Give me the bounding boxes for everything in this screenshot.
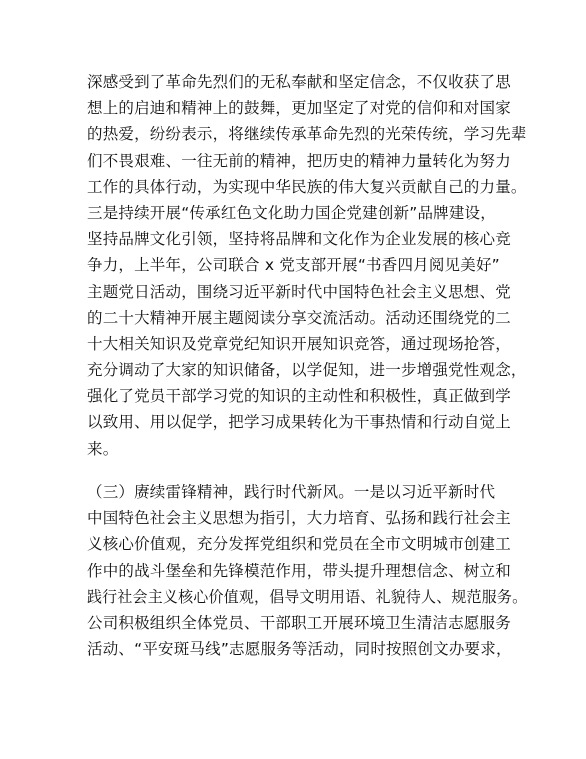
text-line: 深感受到了革命先烈们的无私奉献和坚定信念，不仅收获了思 — [87, 73, 511, 91]
text-line: 强化了党员干部学习党的知识的主动性和积极性，真正做到学 — [87, 387, 511, 406]
text-line: 的二十大精神开展主题阅读分享交流活动。活动还围绕党的二 — [87, 308, 511, 327]
text-line: 义核心价值观，充分发挥党组织和党员在全市文明城市创建工 — [87, 535, 511, 554]
text-line: 作中的战斗堡垒和先锋模范作用，带头提升理想信念、树立和 — [87, 561, 511, 580]
text-line: 主题党日活动，围绕习近平新时代中国特色社会主义思想、党 — [87, 282, 511, 301]
text-line: 公司积极组织全体党员、干部职工开展环境卫生清洁志愿服务 — [87, 613, 511, 632]
text-line: 中国特色社会主义思想为指引，大力培育、弘扬和践行社会主 — [87, 509, 511, 528]
text-line: 十大相关知识及党章党纪知识开展知识竞答，通过现场抢答， — [87, 334, 511, 353]
paragraph-party-activities — [87, 69, 527, 462]
text-line: （三）赓续雷锋精神，践行时代新风。一是以习近平新时代 — [87, 483, 496, 501]
text-line: 坚持品牌文化引领，坚持将品牌和文化作为企业发展的核心竞 — [87, 230, 511, 249]
text-line: 以致用、用以促学，把学习成果转化为干事热情和行动自觉上 — [87, 413, 511, 432]
text-line: 活动、“平安斑马线”志愿服务等活动，同时按照创文办要求， — [87, 640, 512, 659]
text-line: 践行社会主义核心价值观，倡导文明用语、礼貌待人、规范服务。 — [87, 587, 528, 606]
text-line: 想上的启迪和精神上的鼓舞，更加坚定了对党的信仰和对国家 — [87, 99, 511, 118]
text-line: 来。 — [87, 439, 119, 458]
text-line: 工作的具体行动，为实现中华民族的伟大复兴贡献自己的力量。 — [87, 177, 527, 196]
text-line: 争力，上半年，公司联合 x 党支部开展“书香四月阅见美好” — [87, 256, 500, 275]
text-line: 们不畏艰难、一往无前的精神，把历史的精神力量转化为努力 — [87, 151, 511, 170]
text-line: 的热爱，纷纷表示，将继续传承革命先烈的光荣传统，学习先辈 — [87, 125, 527, 144]
text-line: 三是持续开展“传承红色文化助力国企党建创新”品牌建设， — [87, 203, 496, 222]
text-line: 充分调动了大家的知识储备，以学促知，进一步增强党性观念， — [87, 361, 527, 380]
paragraph-lei-feng-spirit — [87, 479, 527, 662]
